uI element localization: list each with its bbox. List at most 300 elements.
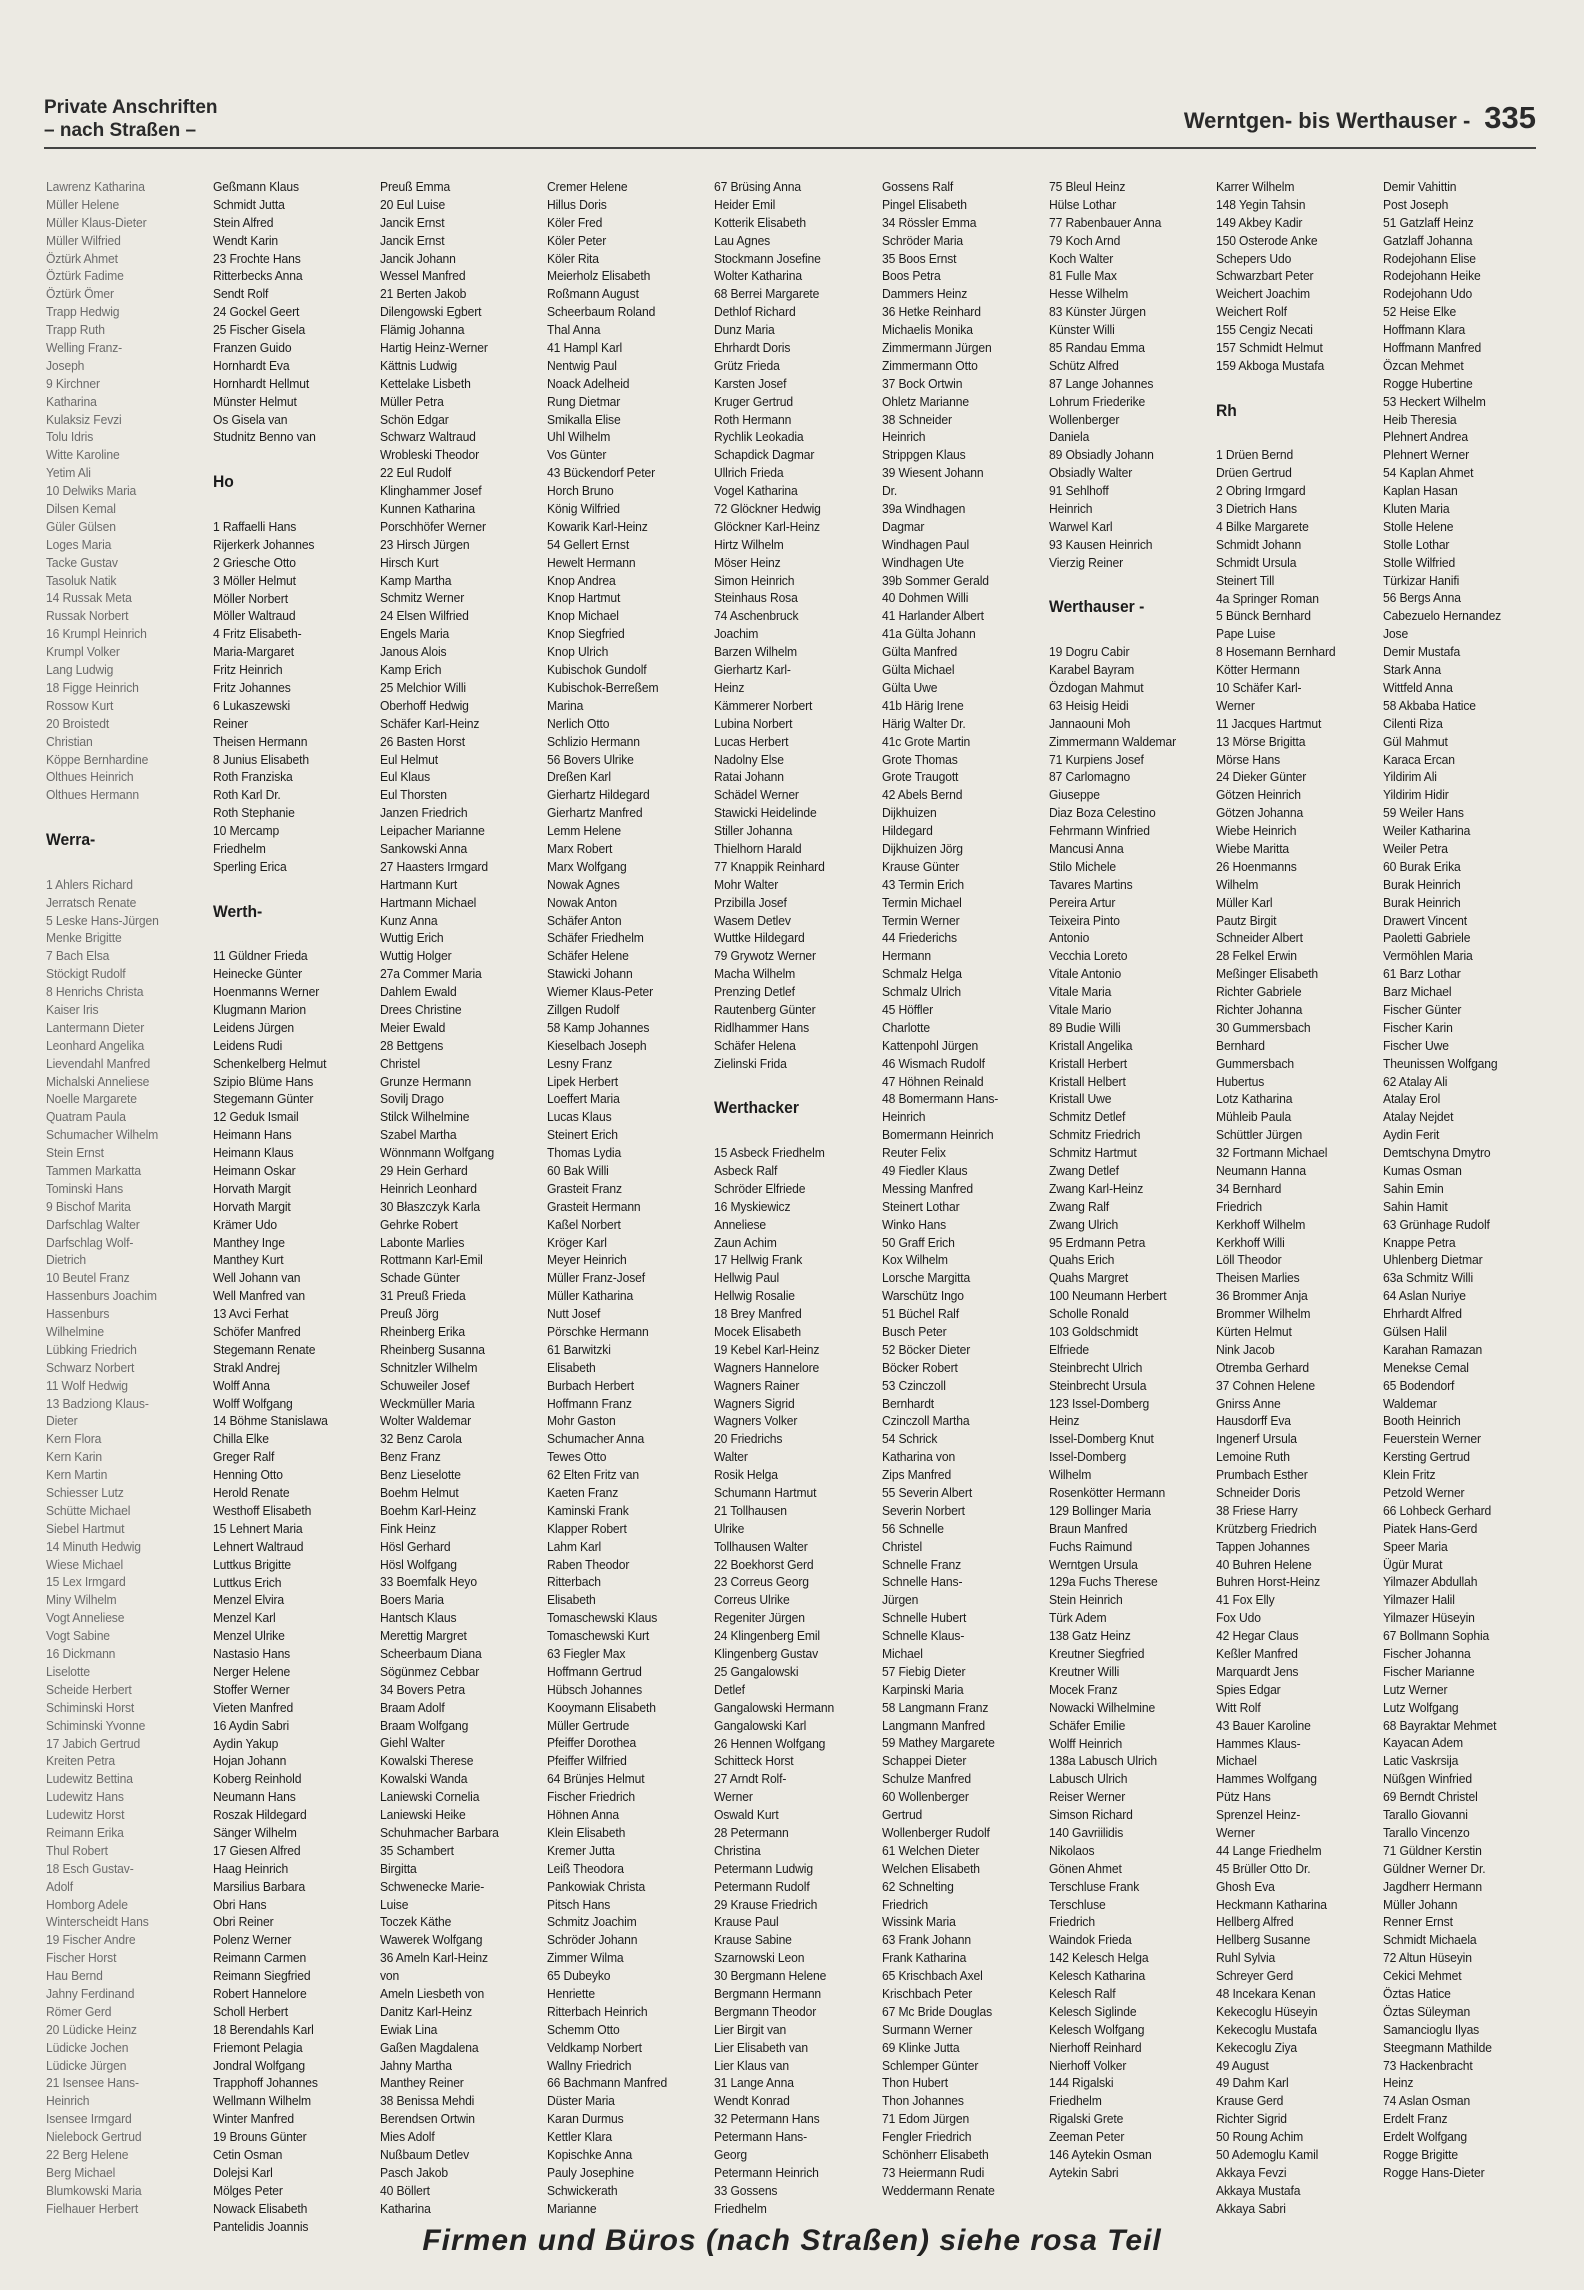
resident-entry: Tarallo Giovanni (1382, 1807, 1468, 1823)
resident-entry: Meierholz Elisabeth (547, 268, 651, 284)
resident-entry: Heinz (714, 679, 745, 695)
resident-entry: Dolejsi Karl (213, 2164, 273, 2180)
resident-entry: Yilmazer Halil (1382, 1592, 1455, 1608)
resident-entry: 23 Correus Georg (714, 1574, 810, 1590)
resident-entry: Müller Wilfried (46, 232, 121, 248)
resident-entry: Heimann Hans (213, 1127, 292, 1143)
resident-entry: Stein Ernst (46, 1145, 104, 1161)
directory-column-4 (547, 178, 714, 2235)
resident-entry: Karahan Ramazan (1382, 1341, 1482, 1357)
resident-entry: Prumbach Esther (1215, 1467, 1308, 1483)
resident-entry: Sahin Hamit (1382, 1198, 1448, 1214)
resident-entry: Kieselbach Joseph (547, 1037, 647, 1053)
resident-entry: Kowalski Therese (380, 1753, 474, 1769)
resident-entry: 32 Benz Carola (380, 1431, 462, 1447)
resident-entry: Petermann Heinrich (714, 2164, 820, 2180)
resident-entry: Welchen Elisabeth (881, 1860, 980, 1876)
resident-entry: 42 Hegar Claus (1215, 1628, 1299, 1644)
resident-entry: Jondral Wolfgang (213, 2057, 306, 2073)
resident-entry: 12 Geduk Ismail (213, 1109, 299, 1125)
resident-entry: 74 Aschenbruck (714, 608, 799, 624)
resident-entry: Liselotte (46, 1663, 90, 1679)
resident-entry: 15 Lex Irmgard (46, 1574, 126, 1590)
resident-entry: Porschhöfer Werner (380, 518, 487, 534)
resident-entry: Kelesch Siglinde (1048, 2003, 1137, 2019)
resident-entry: Pingel Elisabeth (881, 196, 967, 212)
resident-entry: Kattenpohl Jürgen (881, 1037, 978, 1053)
resident-entry: Stegemann Günter (213, 1091, 314, 1107)
resident-entry: Dunz Maria (714, 322, 776, 338)
resident-entry: 15 Asbeck Friedhelm (714, 1145, 826, 1161)
resident-entry: Klapper Robert (547, 1520, 628, 1536)
resident-entry: Herold Renate (213, 1485, 290, 1501)
resident-entry: Cetin Osman (213, 2147, 283, 2162)
resident-entry: Manthey Reiner (380, 2075, 464, 2091)
resident-entry: 34 Bernhard (1215, 1180, 1282, 1196)
spacer (714, 1073, 874, 1091)
resident-entry: 29 Hein Gerhard (380, 1162, 468, 1178)
resident-entry: Schröder Elfriede (714, 1180, 806, 1196)
resident-entry: 66 Lohbeck Gerhard (1382, 1502, 1492, 1518)
resident-entry: 16 Krumpl Heinrich (46, 626, 147, 642)
resident-entry: Ehrhardt Doris (714, 340, 791, 356)
resident-entry: Schnelle Hubert (881, 1610, 966, 1626)
resident-entry: Kamp Martha (380, 572, 452, 588)
resident-entry: 129a Fuchs Therese (1048, 1574, 1158, 1590)
resident-entry: Wilhelmine (46, 1324, 104, 1340)
resident-entry: Lübking Friedrich (46, 1341, 137, 1357)
resident-entry: Roßmann August (547, 286, 640, 302)
resident-entry: Wiebe Heinrich (1215, 823, 1297, 839)
resident-entry: 67 Bollmann Sophia (1382, 1628, 1489, 1644)
resident-entry: 41a Gülta Johann (881, 626, 976, 642)
resident-entry: Fischer Uwe (1382, 1037, 1449, 1053)
resident-entry: 49 August (1215, 2057, 1269, 2073)
resident-entry: Öztürk Ömer (46, 286, 114, 302)
resident-entry: 10 Mercamp (213, 823, 280, 839)
resident-entry: Schmalz Ulrich (881, 984, 961, 1000)
resident-entry: Knappe Petra (1382, 1234, 1456, 1250)
resident-entry: Dijkhuizen Jörg (881, 840, 963, 856)
resident-entry: Vogel Katharina (714, 483, 799, 499)
resident-entry: Issel-Domberg Knut (1048, 1431, 1154, 1447)
resident-entry: Gossens Ralf (881, 179, 953, 194)
resident-entry: Erdelt Franz (1382, 2111, 1448, 2127)
resident-entry: Marina (547, 697, 584, 713)
resident-entry: Bernhardt (881, 1395, 934, 1411)
resident-entry: 21 Tollhausen (714, 1502, 788, 1518)
resident-entry: Quahs Erich (1048, 1252, 1114, 1268)
resident-entry: 51 Büchel Ralf (881, 1306, 959, 1322)
resident-entry: 142 Kelesch Helga (1048, 1950, 1149, 1966)
resident-entry: 41c Grote Martin (881, 733, 970, 749)
resident-entry: Heinrich (46, 2093, 90, 2109)
resident-entry: Quatram Paula (46, 1109, 126, 1125)
resident-entry: Stiller Johanna (714, 823, 793, 839)
resident-entry: 30 Gummersbach (1215, 1019, 1311, 1035)
resident-entry: Düster Maria (547, 2093, 616, 2109)
resident-entry: Ridlhammer Hans (714, 1019, 810, 1035)
resident-entry: 11 Güldner Frieda (213, 948, 308, 964)
resident-entry: Menzel Elvira (213, 1592, 285, 1608)
street-heading: Werth- (213, 901, 263, 921)
resident-entry: Braam Adolf (380, 1699, 445, 1715)
resident-entry: Vierzig Reiner (1048, 554, 1123, 570)
resident-entry: Christina (714, 1842, 762, 1858)
resident-entry: Loeffert Maria (547, 1091, 621, 1107)
resident-entry: Stawicki Heidelinde (714, 805, 818, 821)
resident-entry: Fuchs Raimund (1048, 1538, 1132, 1554)
resident-entry: Fischer Johanna (1382, 1646, 1471, 1662)
resident-entry: Hau Bernd (46, 1968, 103, 1984)
resident-entry: Kremer Jutta (547, 1842, 616, 1858)
resident-entry: Lau Agnes (714, 232, 771, 248)
resident-entry: Szipio Blüme Hans (213, 1073, 314, 1089)
resident-entry: 66 Bachmann Manfred (547, 2075, 668, 2091)
resident-entry: 64 Aslan Nuriye (1382, 1288, 1466, 1304)
resident-entry: Windhagen Paul (881, 536, 969, 552)
resident-entry: Heinrich (881, 1109, 925, 1125)
resident-entry: 16 Dickmann (46, 1646, 116, 1662)
section-title-line1: Private Anschriften (44, 97, 218, 118)
resident-entry: 29 Krause Friedrich (714, 1896, 818, 1912)
resident-entry: Trapp Ruth (46, 322, 105, 338)
resident-entry: 4 Fritz Elisabeth- (213, 626, 302, 642)
resident-entry: 54 Gellert Ernst (547, 536, 630, 552)
resident-entry: 8 Junius Elisabeth (213, 751, 310, 767)
resident-entry: Schlizio Hermann (547, 733, 641, 749)
resident-entry: Pörschke Hermann (547, 1324, 649, 1339)
resident-entry: Pape Luise (1215, 626, 1276, 642)
resident-entry: 38 Friese Harry (1215, 1502, 1298, 1518)
resident-entry: Stolle Helene (1382, 518, 1454, 534)
resident-entry: Steinhaus Rosa (714, 590, 799, 606)
resident-entry: Vitale Antonio (1048, 966, 1121, 982)
resident-entry: Schäfer Karl-Heinz (380, 715, 480, 731)
resident-entry: Wiemer Klaus-Peter (547, 984, 654, 1000)
resident-entry: Hoffmann Klara (1382, 322, 1466, 338)
resident-entry: Wissink Maria (881, 1914, 956, 1930)
resident-entry: Hartig Heinz-Werner (380, 340, 488, 356)
resident-entry: Berendsen Ortwin (380, 2111, 476, 2127)
resident-entry: 129 Bollinger Maria (1048, 1502, 1151, 1518)
resident-entry: 25 Gangalowski (714, 1663, 799, 1679)
resident-entry: Müller Karl (1215, 894, 1273, 910)
resident-entry: 42 Abels Bernd (881, 787, 962, 803)
resident-entry: 53 Heckert Wilhelm (1382, 393, 1486, 409)
resident-entry: Darfschlag Wolf- (46, 1234, 134, 1250)
resident-entry: Grote Thomas (881, 751, 958, 767)
resident-entry: Rijerkerk Johannes (213, 536, 315, 552)
resident-entry: Öztürk Ahmet (46, 250, 118, 266)
resident-entry: Wallny Friedrich (547, 2057, 632, 2073)
resident-entry: 87 Carlomagno (1048, 769, 1130, 785)
resident-entry: Os Gisela van (213, 411, 288, 427)
resident-entry: Horch Bruno (547, 483, 614, 499)
resident-entry: 159 Akboga Mustafa (1215, 357, 1324, 373)
resident-entry: Stöckigt Rudolf (46, 966, 126, 982)
resident-entry: Windhagen Ute (881, 554, 964, 570)
resident-entry: Blumkowski Maria (46, 2182, 142, 2198)
resident-entry: Samancioglu Ilyas (1382, 2021, 1480, 2037)
resident-entry: Braun Manfred (1048, 1520, 1128, 1536)
resident-entry: 68 Berrei Margarete (714, 286, 820, 302)
resident-entry: Tasoluk Natik (46, 572, 117, 588)
resident-entry: 52 Heise Elke (1382, 304, 1456, 320)
resident-entry: Piatek Hans-Gerd (1382, 1520, 1478, 1536)
resident-entry: Wuttig Erich (380, 930, 444, 946)
resident-entry: Winterscheidt Hans (46, 1914, 149, 1930)
resident-entry: Schütz Alfred (1048, 357, 1119, 373)
resident-entry: Schüttler Jürgen (1215, 1127, 1302, 1143)
resident-entry: 59 Weiler Hans (1382, 805, 1464, 821)
resident-entry: Tomaschewski Klaus (547, 1610, 658, 1626)
resident-entry: Hellwig Rosalie (714, 1288, 796, 1304)
resident-entry: Manthey Kurt (213, 1252, 284, 1268)
resident-entry: Henning Otto (213, 1467, 283, 1483)
resident-entry: Rossow Kurt (46, 697, 114, 713)
resident-entry: 93 Kausen Heinrich (1048, 536, 1153, 552)
resident-entry: 155 Cengiz Necati (1215, 322, 1313, 338)
resident-entry: Schröder Maria (881, 232, 963, 248)
resident-entry: Thon Hubert (881, 2075, 948, 2091)
resident-entry: Wuttke Hildegard (714, 930, 806, 946)
resident-entry: 19 Dogru Cabir (1048, 644, 1129, 660)
resident-entry: Trapphoff Johannes (213, 2075, 318, 2091)
resident-entry: Tammen Markatta (46, 1163, 142, 1178)
resident-entry: Bernhard (1215, 1037, 1265, 1053)
resident-entry: Warwel Karl (1048, 518, 1113, 534)
resident-entry: Özcan Mehmet (1382, 357, 1464, 373)
directory-column-9 (1383, 178, 1550, 2235)
resident-entry: Wrobleski Theodor (380, 447, 480, 463)
resident-entry: Schitteck Horst (714, 1753, 794, 1769)
resident-entry: Thielhorn Harald (714, 840, 802, 856)
resident-entry: Walter (714, 1449, 749, 1465)
resident-entry: Knop Andrea (547, 572, 616, 588)
resident-entry: Pitsch Hans (547, 1896, 611, 1912)
resident-entry: Wawerek Wolfgang (380, 1932, 483, 1948)
resident-entry: Reiser Werner (1048, 1789, 1125, 1805)
resident-entry: Stegemann Renate (213, 1341, 316, 1357)
resident-entry: Stawicki Johann (547, 966, 633, 982)
resident-entry: Kaiser Iris (46, 1001, 99, 1017)
resident-entry: Lawrenz Katharina (46, 179, 145, 194)
resident-entry: 19 Brouns Günter (213, 2129, 307, 2145)
resident-entry: Dr. (881, 483, 897, 499)
resident-entry: Kluten Maria (1382, 501, 1450, 517)
resident-entry: Türk Adem (1048, 1610, 1107, 1626)
resident-entry: Simon Heinrich (714, 572, 795, 588)
resident-entry: Marx Robert (547, 840, 613, 856)
resident-entry: 68 Bayraktar Mehmet (1382, 1717, 1497, 1733)
resident-entry: Gummersbach (1215, 1055, 1294, 1071)
resident-entry: Heinz (1382, 2075, 1414, 2091)
resident-entry: von (380, 1968, 400, 1984)
resident-entry: Lesny Franz (547, 1055, 613, 1071)
resident-entry: Petermann Rudolf (714, 1878, 811, 1894)
resident-entry: Zeeman Peter (1048, 2129, 1124, 2145)
resident-entry: Waindok Frieda (1048, 1932, 1132, 1948)
resident-entry: Polenz Werner (213, 1932, 292, 1948)
resident-entry: 13 Avci Ferhat (213, 1306, 289, 1322)
resident-entry: Waldemar (1382, 1395, 1437, 1411)
street-heading: Werthauser - (1048, 597, 1144, 617)
resident-entry: Leiß Theodora (547, 1860, 625, 1876)
resident-entry: Götzen Johanna (1215, 805, 1303, 821)
resident-entry: Tollhausen Walter (714, 1538, 809, 1554)
resident-entry: Grasteit Franz (547, 1180, 623, 1196)
resident-entry: Hermann (881, 948, 931, 964)
resident-entry: Macha Wilhelm (714, 966, 796, 982)
resident-entry: Surmann Werner (881, 2021, 972, 2037)
resident-entry: Schmitz Detlef (1048, 1109, 1125, 1125)
resident-entry: Keßler Manfred (1215, 1646, 1298, 1662)
resident-entry: Zielinski Frida (714, 1055, 788, 1071)
resident-entry: 14 Böhme Stanislawa (213, 1413, 328, 1429)
resident-entry: Charlotte (881, 1019, 930, 1035)
resident-entry: 48 Bomermann Hans- (881, 1091, 998, 1107)
resident-entry: Schwenecke Marie- (380, 1878, 485, 1894)
spacer (1049, 572, 1209, 590)
resident-entry: Messing Manfred (881, 1180, 973, 1196)
resident-entry: 64 Brünjes Helmut (547, 1771, 645, 1787)
resident-entry: Kunnen Katharina (380, 501, 476, 517)
resident-entry: Nowack Elisabeth (213, 2200, 308, 2216)
resident-entry: Heinrich Leonhard (380, 1180, 478, 1196)
resident-entry: Feuerstein Werner (1382, 1431, 1481, 1447)
resident-entry: Schön Edgar (380, 411, 449, 427)
resident-entry: Rodejohann Heike (1382, 268, 1481, 284)
resident-entry: Brommer Wilhelm (1215, 1306, 1311, 1322)
resident-entry: Neumann Hans (213, 1789, 296, 1805)
resident-entry: 20 Broistedt (46, 715, 110, 731)
resident-entry: 50 Ademoglu Kamil (1215, 2146, 1318, 2162)
resident-entry: Hübsch Johannes (547, 1681, 643, 1697)
resident-entry: Krumpl Volker (46, 644, 120, 660)
street-heading: Werthacker (714, 1098, 800, 1118)
resident-entry: Gül Mahmut (1382, 733, 1448, 749)
resident-entry: Wolter Waldemar (380, 1413, 472, 1429)
directory-column-8 (1216, 178, 1383, 2235)
resident-entry: Thul Robert (46, 1842, 108, 1858)
resident-entry: Teixeira Pinto (1048, 912, 1120, 928)
resident-entry: Oberhoff Hedwig (380, 697, 469, 713)
resident-entry: Hornhardt Hellmut (213, 375, 310, 391)
resident-entry: Wuttig Holger (380, 948, 452, 964)
resident-entry: Giehl Walter (380, 1735, 445, 1751)
resident-entry: Kerkhoff Willi (1215, 1234, 1285, 1250)
resident-entry: Sprenzel Heinz- (1215, 1807, 1301, 1823)
resident-entry: Drüen Gertrud (1215, 465, 1292, 481)
resident-entry: Olthues Hermann (46, 787, 140, 803)
resident-entry: 89 Obsiadly Johann (1048, 447, 1154, 463)
resident-entry: Weichert Joachim (1215, 286, 1310, 302)
resident-entry: 41b Härig Irene (881, 697, 964, 713)
resident-entry: 63 Fiegler Max (547, 1646, 626, 1662)
resident-entry: Thomas Lydia (547, 1145, 622, 1161)
resident-entry: Marsilius Barbara (213, 1878, 306, 1894)
resident-entry: Grote Traugott (881, 769, 958, 785)
resident-entry: Czinczoll Martha (881, 1413, 970, 1429)
resident-entry: 23 Hirsch Jürgen (380, 536, 470, 552)
resident-entry: Kelesch Wolfgang (1048, 2021, 1145, 2037)
resident-entry: Schreyer Gerd (1215, 1968, 1293, 1984)
resident-entry: Greger Ralf (213, 1449, 275, 1465)
resident-entry: Eul Klaus (380, 769, 431, 785)
resident-entry: Maria-Margaret (213, 644, 295, 660)
resident-entry: Kristall Helbert (1048, 1073, 1126, 1089)
resident-entry: Richter Gabriele (1215, 984, 1302, 1000)
resident-entry: Chilla Elke (213, 1431, 269, 1447)
resident-entry: Giuseppe (1048, 787, 1100, 803)
resident-entry: Kox Wilhelm (881, 1252, 948, 1268)
resident-entry: 63 Grünhage Rudolf (1382, 1216, 1490, 1232)
resident-entry: Wolff Wolfgang (213, 1395, 293, 1411)
resident-entry: Hösl Wolfgang (380, 1556, 458, 1572)
resident-entry: Schiminski Yvonne (46, 1717, 146, 1733)
resident-entry: Rodejohann Udo (1382, 286, 1473, 302)
resident-entry: Gatzlaff Johanna (1382, 232, 1473, 248)
resident-entry: Knop Ulrich (547, 644, 609, 660)
resident-entry: 18 Figge Heinrich (46, 679, 139, 695)
resident-entry: Krause Paul (714, 1914, 780, 1930)
resident-entry: Stoffer Werner (213, 1681, 290, 1697)
resident-entry: 157 Schmidt Helmut (1215, 340, 1323, 356)
resident-entry: Rosik Helga (714, 1467, 779, 1483)
resident-entry: Luise (380, 1896, 409, 1912)
resident-entry: 69 Klinke Jutta (881, 2039, 960, 2055)
resident-entry: Schröder Johann (547, 1932, 638, 1948)
resident-entry: Vitale Mario (1048, 1001, 1111, 1017)
page-number: 335 (1484, 100, 1536, 135)
resident-entry: Ludewitz Horst (46, 1807, 125, 1823)
resident-entry: Köler Rita (547, 250, 600, 266)
resident-entry: Wiese Michael (46, 1556, 124, 1572)
resident-entry: Schäfer Friedhelm (547, 930, 645, 946)
resident-entry: 73 Heiermann Rudi (881, 2164, 984, 2180)
resident-entry: Ehrhardt Alfred (1382, 1306, 1462, 1322)
resident-entry: 77 Rabenbauer Anna (1048, 214, 1161, 230)
resident-entry: 63a Schmitz Willi (1382, 1270, 1473, 1286)
resident-entry: Hammes Wolfgang (1215, 1771, 1317, 1787)
resident-entry: Jahny Ferdinand (46, 1985, 135, 2001)
resident-entry: Schuweiler Josef (380, 1377, 470, 1393)
resident-entry: Lorsche Margitta (881, 1270, 970, 1286)
resident-entry: Asbeck Ralf (714, 1163, 778, 1178)
resident-entry: Schiminski Horst (46, 1699, 135, 1715)
resident-entry: Berg Michael (46, 2164, 116, 2180)
resident-entry: Christel (881, 1538, 922, 1554)
resident-entry: Dammers Heinz (881, 286, 967, 302)
resident-entry: 34 Rössler Emma (881, 214, 976, 230)
resident-entry: 11 Wolf Hedwig (46, 1377, 128, 1393)
resident-entry: Hellberg Alfred (1215, 1914, 1294, 1930)
resident-entry: 56 Bergs Anna (1382, 590, 1461, 606)
resident-entry: 38 Benissa Mehdi (380, 2093, 475, 2109)
resident-entry: 28 Bettgens (380, 1037, 444, 1053)
resident-entry: 79 Koch Arnd (1048, 232, 1120, 248)
resident-entry: 59 Mathey Margarete (881, 1735, 995, 1751)
resident-entry: Katharina von (881, 1449, 955, 1465)
resident-entry: 1 Drüen Bernd (1215, 447, 1293, 463)
resident-entry: 138 Gatz Heinz (1048, 1628, 1131, 1644)
resident-entry: Olthues Heinrich (46, 769, 134, 785)
resident-entry: Busch Peter (881, 1324, 947, 1339)
resident-entry: Demir Vahittin (1382, 179, 1457, 194)
resident-entry: Sperling Erica (213, 858, 287, 874)
resident-entry: Meier Ewald (380, 1019, 446, 1035)
